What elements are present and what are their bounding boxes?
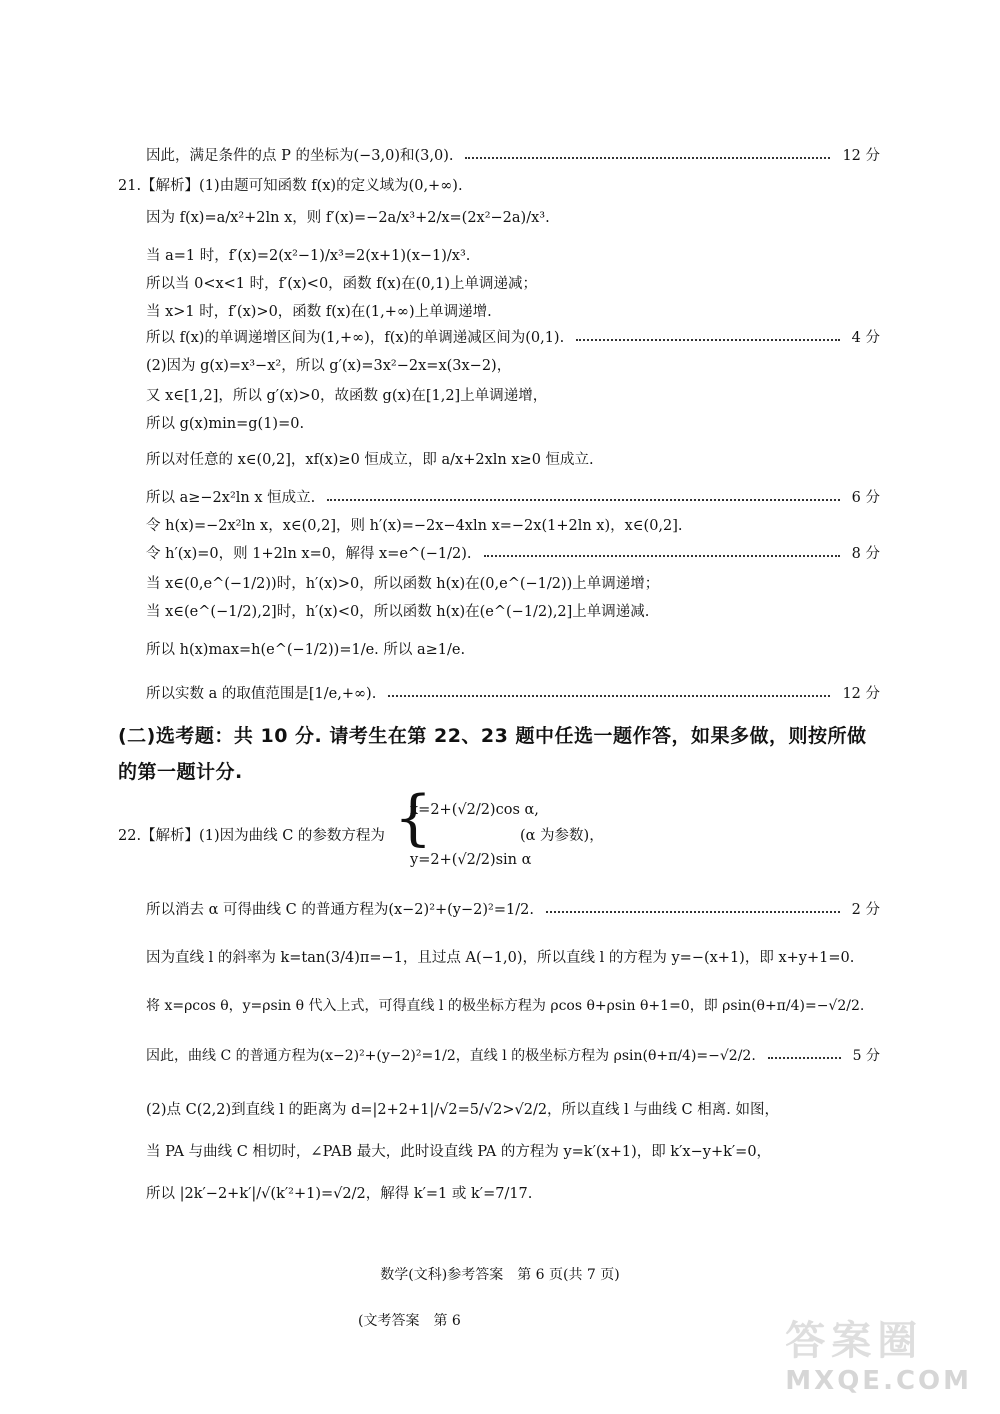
q21-inequality: 所以对任意的 x∈(0,2]，xf(x)≥0 恒成立，即 a/x+2xln x≥0 恒成立. [146,452,594,468]
q22-summary: 因此，曲线 C 的普通方程为(x−2)²+(y−2)²=1/2，直线 l 的极坐标方程为 ρsin(θ+π/4)=−√2/2. 5 分 [146,1048,880,1064]
q21-g-increasing: 又 x∈[1,2]，所以 g′(x)>0，故函数 g(x)在[1,2]上单调递增， [146,388,548,404]
line-conclusion-p: 因此，满足条件的点 P 的坐标为(−3,0)和(3,0). 12 分 [146,148,880,164]
q22-heading: 22.【解析】(1)因为曲线 C 的参数方程为 [118,828,385,844]
q22-tangent: 当 PA 与曲线 C 相切时，∠PAB 最大，此时设直线 PA 的方程为 y=k′(x+1)，即 k′x−y+k′=0， [146,1144,772,1160]
q22-distance: (2)点 C(2,2)到直线 l 的距离为 d=|2+2+1|/√2=5/√2>√2/2，所以直线 l 与曲线 C 相离. 如图， [146,1102,779,1118]
q21-a-equals-1: 当 a=1 时，f′(x)=2(x²−1)/x³=2(x+1)(x−1)/x³. [146,248,471,264]
q21-range: 所以实数 a 的取值范围是[1/e,+∞). 12 分 [146,686,880,702]
q22-solve-k: 所以 |2k′−2+k′|/√(k′²+1)=√2/2，解得 k′=1 或 k′=7/17. [146,1186,533,1202]
page-footer-secondary: (文考答案 第 6 [358,1313,461,1329]
q21-h-zero: 令 h′(x)=0，则 1+2ln x=0，解得 x=e^(−1/2). 8 分 [146,546,880,562]
score-points: 5 分 [852,1048,880,1064]
dot-leader [546,911,840,913]
q21-h-decreasing: 当 x∈(e^(−1/2),2]时，h′(x)<0，所以函数 h(x)在(e^(−1/2),2]上单调递减. [146,604,650,620]
section-heading-elective: (二)选考题：共 10 分. 请考生在第 22、23 题中任选一题作答，如果多做，则按所做的第一题计分. [118,725,867,783]
score-points: 8 分 [851,546,880,562]
score-points: 6 分 [851,490,880,506]
page-footer: 数学(文科)参考答案 第 6 页(共 7 页) [380,1267,620,1283]
score-points: 4 分 [851,330,880,346]
q21-increasing: 当 x>1 时，f′(x)>0，函数 f(x)在(1,+∞)上单调递增. [146,304,492,320]
parametric-brace: { [394,783,433,853]
q21-a-bound: 所以 a≥−2x²ln x 恒成立. 6 分 [146,490,880,506]
q22-eq-y: y=2+(√2/2)sin α [410,852,532,868]
q21-decreasing: 所以当 0<x<1 时，f′(x)<0，函数 f(x)在(0,1)上单调递减； [146,276,538,292]
dot-leader [484,555,840,557]
q21-monotonic-intervals: 所以 f(x)的单调递增区间为(1,+∞)，f(x)的单调递减区间为(0,1). 4 分 [146,330,880,346]
q21-g-min: 所以 g(x)min=g(1)=0. [146,416,305,432]
q22-polar-eq: 将 x=ρcos θ，y=ρsin θ 代入上式，可得直线 l 的极坐标方程为 ρcos θ+ρsin θ+1=0，即 ρsin(θ+π/4)=−√2/2. [146,998,865,1014]
dot-leader [768,1057,841,1059]
q21-h-def: 令 h(x)=−2x²ln x，x∈(0,2]，则 h′(x)=−2x−4xln x=−2x(1+2ln x)，x∈(0,2]. [146,518,683,534]
q22-line-eq: 因为直线 l 的斜率为 k=tan(3/4)π=−1，且过点 A(−1,0)，所以直线 l 的方程为 y=−(x+1)，即 x+y+1=0. [146,950,855,966]
dot-leader [465,157,830,159]
q22-standard-eq: 所以消去 α 可得曲线 C 的普通方程为(x−2)²+(y−2)²=1/2. 2 分 [146,902,880,918]
q21-h-max: 所以 h(x)max=h(e^(−1/2))=1/e. 所以 a≥1/e. [146,642,466,658]
q22-eq-x: x=2+(√2/2)cos α, [410,802,539,818]
dot-leader [576,339,839,341]
q21-heading: 21.【解析】(1)由题可知函数 f(x)的定义域为(0,+∞). [118,178,463,194]
q21-part2-g: (2)因为 g(x)=x³−x²，所以 g′(x)=3x²−2x=x(3x−2)， [146,358,512,374]
q21-derivative: 因为 f(x)=a/x²+2ln x，则 f′(x)=−2a/x³+2/x=(2x²−2a)/x³. [146,210,550,226]
score-points: 12 分 [842,686,880,702]
dot-leader [327,499,839,501]
dot-leader [388,695,830,697]
score-points: 12 分 [842,148,880,164]
q22-param-note: (α 为参数)， [520,828,604,844]
watermark-logo: 答案圈 MXQE.COM [785,1318,972,1396]
score-points: 2 分 [851,902,880,918]
q21-h-increasing: 当 x∈(0,e^(−1/2))时，h′(x)>0，所以函数 h(x)在(0,e^(−1/2))上单调递增； [146,576,660,592]
